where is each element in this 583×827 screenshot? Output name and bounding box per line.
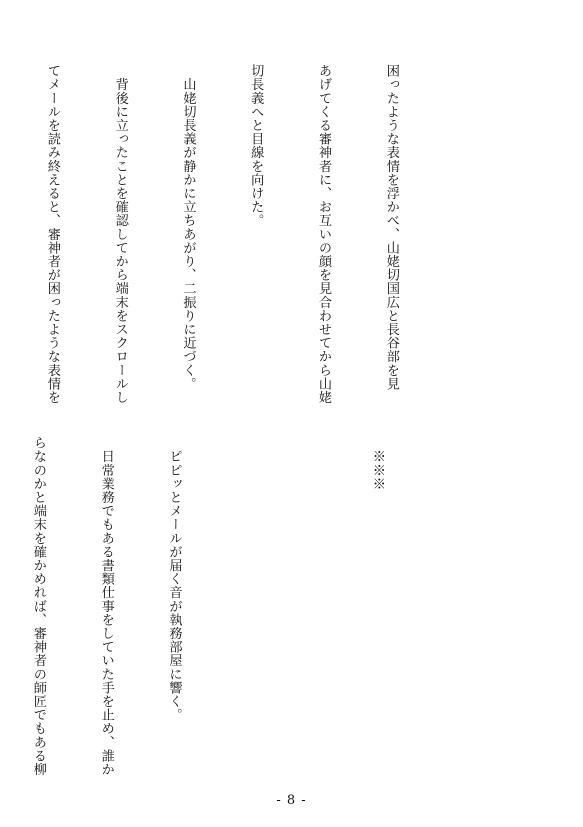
text-line: あげてくる審神者に、お互いの顔を見合わせてから山姥: [316, 64, 332, 404]
text-line: 日常業務でもある書類仕事をしていた手を止め、誰か: [98, 436, 114, 776]
text-line: てメールを読み終えると、審神者が困ったような表情を: [44, 64, 60, 404]
text-line: 困ったような表情を浮かべ、山姥切国広と長谷部を見: [383, 64, 399, 391]
text-line: ピピッとメールが届く音が執務部屋に響く。: [166, 436, 182, 722]
page-number: - 8 -: [276, 793, 307, 808]
section-separator: ※※※: [369, 436, 385, 491]
text-line: 切長義へと目線を向けた。: [248, 64, 264, 228]
bottom-text-block: [0, 436, 433, 776]
top-text-block: [0, 64, 447, 404]
text-line: 背後に立ったことを確認してから端末をスクロールし: [112, 64, 128, 404]
text-line: らなのかと端末を確かめれば、審神者の師匠でもある柳: [30, 436, 46, 776]
text-line: 山姥切長義が静かに立ちあがり、二振りに近づく。: [180, 64, 196, 391]
